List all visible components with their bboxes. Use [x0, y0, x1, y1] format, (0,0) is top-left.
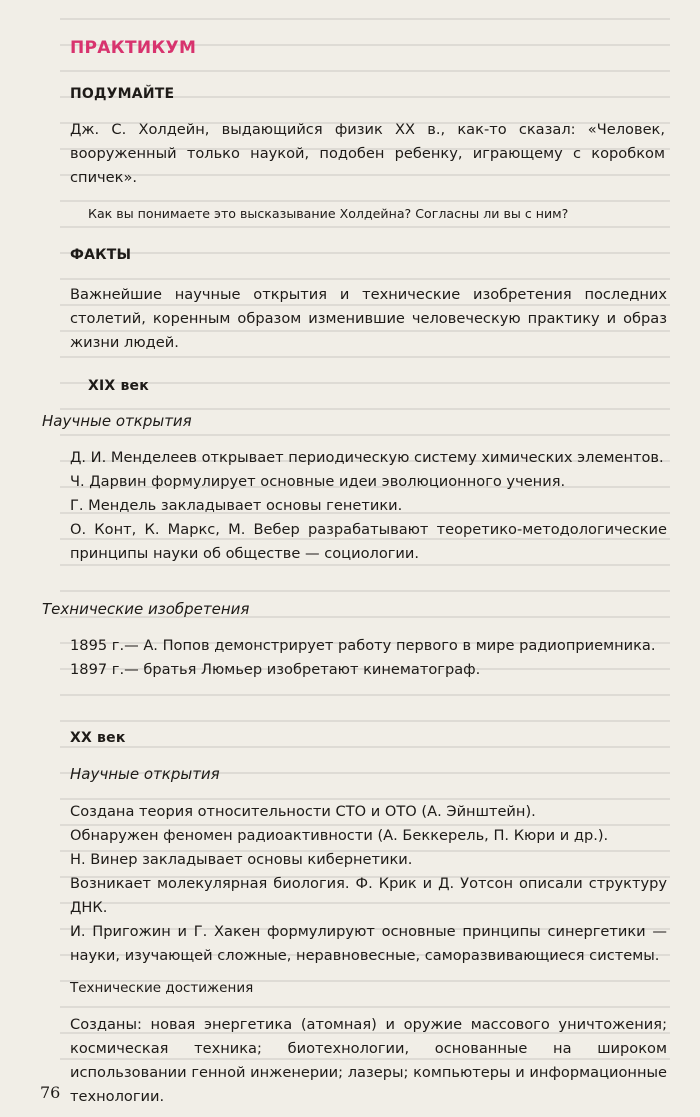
quote-text: Дж. С. Холдейн, выдающийся физик XX в., как-то сказал: «Человек, вооруженный только наукой, подобен ребенку, играющему с коробком спичек».: [70, 121, 665, 186]
century19-inventions-list: [70, 634, 667, 682]
list-item: Обнаружен феномен радиоактивности (А. Беккерель, П. Кюри и др.).: [70, 827, 609, 844]
list-item: Г. Мендель закладывает основы генетики.: [70, 497, 403, 514]
holdane-quote: [70, 118, 665, 190]
list-item: Н. Винер закладывает основы кибернетики.: [70, 851, 413, 868]
list-item: 1897 г.— братья Люмьер изобретают кинематограф.: [70, 661, 481, 678]
list-item: Создана теория относительности СТО и ОТО (А. Эйнштейн).: [70, 803, 536, 820]
section-title: ПРАКТИКУМ: [70, 38, 197, 58]
century20-heading: XX век: [70, 730, 126, 746]
list-item: Возникает молекулярная биология. Ф. Крик и Д. Уотсон описали структуру ДНК.: [70, 875, 667, 916]
list-item: Д. И. Менделеев открывает периодическую систему химических элементов.: [70, 449, 664, 466]
list-item: Ч. Дарвин формулирует основные идеи эволюционного учения.: [70, 473, 566, 490]
facts-heading: ФАКТЫ: [70, 247, 132, 263]
list-item: 1895 г.— А. Попов демонстрирует работу первого в мире радиоприемника.: [70, 637, 656, 654]
think-question: Как вы понимаете это высказывание Холдейна? Согласны ли вы с ним?: [88, 206, 569, 221]
century19-discoveries-list: [70, 446, 667, 566]
century20-discoveries-heading: Научные открытия: [70, 765, 220, 783]
century19-inventions-heading: Технические изобретения: [42, 600, 250, 618]
list-item: И. Пригожин и Г. Хакен формулируют основные принципы синергетики — науки, изучающей сложные, неравновесные, саморазвивающиеся системы.: [70, 923, 667, 964]
century19-heading: XIX век: [88, 378, 149, 394]
facts-intro: Важнейшие научные открытия и технические изобретения последних столетий, коренным образом изменившие человеческую практику и образ жизни людей.: [70, 286, 667, 351]
list-item: О. Конт, К. Маркс, М. Вебер разрабатывают теоретико-методологические принципы науки об обществе — социологии.: [70, 521, 667, 562]
century20-discoveries-list: [70, 800, 667, 968]
century20-achievements-heading: Технические достижения: [70, 980, 254, 996]
think-heading: ПОДУМАЙТЕ: [70, 86, 175, 102]
century19-discoveries-heading: Научные открытия: [42, 412, 192, 430]
page-number: 76: [40, 1083, 61, 1102]
century20-achievements: Созданы: новая энергетика (атомная) и оружие массового уничтожения; космическая техника; биотехнологии, основанные на широком использовании генной инженерии; лазеры; компьютеры и информационные технологии.: [70, 1016, 667, 1105]
